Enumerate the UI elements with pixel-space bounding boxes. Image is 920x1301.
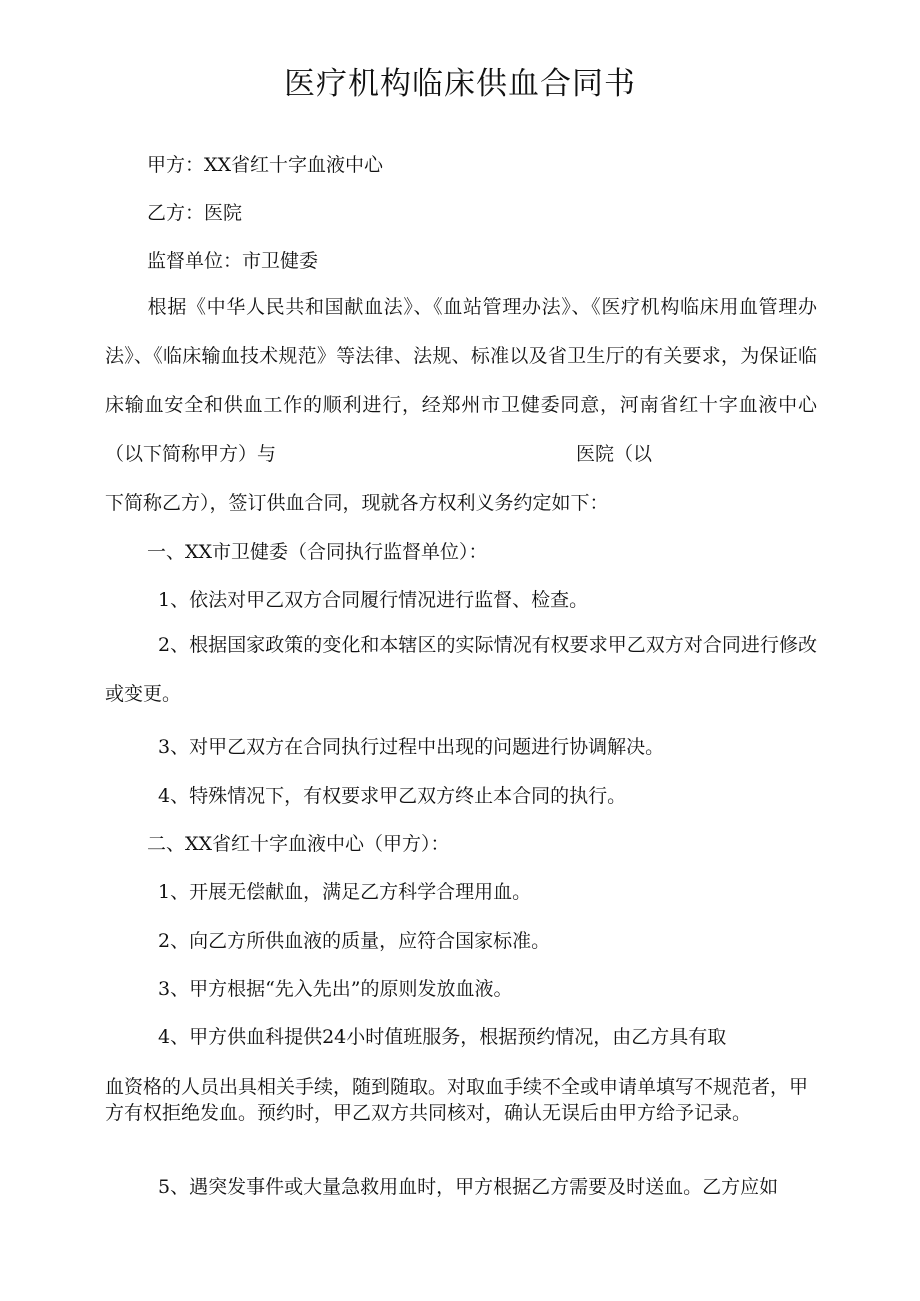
section-2-item-4-continued: 血资格的人员出具相关手续，随到随取。对取血手续不全或申请单填写不规范者，甲方有权拒绝发血。预约时，甲乙双方共同核对，确认无误后由甲方给予记录。 [105, 1076, 809, 1124]
document-title: 医疗机构临床供血合同书 [284, 66, 636, 102]
section-2-item-4: 4、甲方供血科提供24小时值班服务，根据预约情况，由乙方具有取 [158, 1026, 727, 1048]
section-1-item-2: 2、根据国家政策的变化和本辖区的实际情况有权要求甲乙双方对合同进行修改或变更。 [105, 634, 817, 705]
preamble-paragraph [105, 283, 817, 479]
preamble-text: 根据《中华人民共和国献血法》、《血站管理办法》、《医疗机构临床用血管理办法》、《临床输血技术规范》等法律、法规、标准以及省卫生厅的有关要求，为保证临床输血安全和供血工作的顺利进行，经郑州市卫健委同意，河南省红十字血液中心（以下简称甲方）与 [105, 296, 817, 465]
party-a: 甲方：XX省红十字血液中心 [147, 154, 384, 176]
section-1-item-4: 4、特殊情况下，有权要求甲乙双方终止本合同的执行。 [158, 785, 627, 807]
section-1-heading: 一、XX市卫健委（合同执行监督单位）： [147, 541, 488, 563]
preamble-ending: 下简称乙方），签订供血合同，现就各方权利义务约定如下： [105, 492, 609, 514]
section-2-heading: 二、XX省红十字血液中心（甲方）： [147, 833, 450, 855]
section-2-item-1: 1、开展无偿献血，满足乙方科学合理用血。 [158, 881, 532, 903]
section-2-item-3: 3、甲方根据“先入先出”的原则发放血液。 [158, 978, 513, 1000]
section-2-item-5: 5、遇突发事件或大量急救用血时，甲方根据乙方需要及时送血。乙方应如 [158, 1176, 779, 1198]
section-1-item-3: 3、对甲乙双方在合同执行过程中出现的问题进行协调解决。 [158, 736, 665, 758]
party-b: 乙方：医院 [147, 202, 243, 224]
preamble-hospital-text: 医院（以 [576, 443, 653, 465]
section-2-item-2: 2、向乙方所供血液的质量，应符合国家标准。 [158, 930, 551, 952]
section-1-item-1: 1、依法对甲乙双方合同履行情况进行监督、检查。 [158, 589, 589, 611]
supervisor: 监督单位：市卫健委 [147, 250, 319, 272]
